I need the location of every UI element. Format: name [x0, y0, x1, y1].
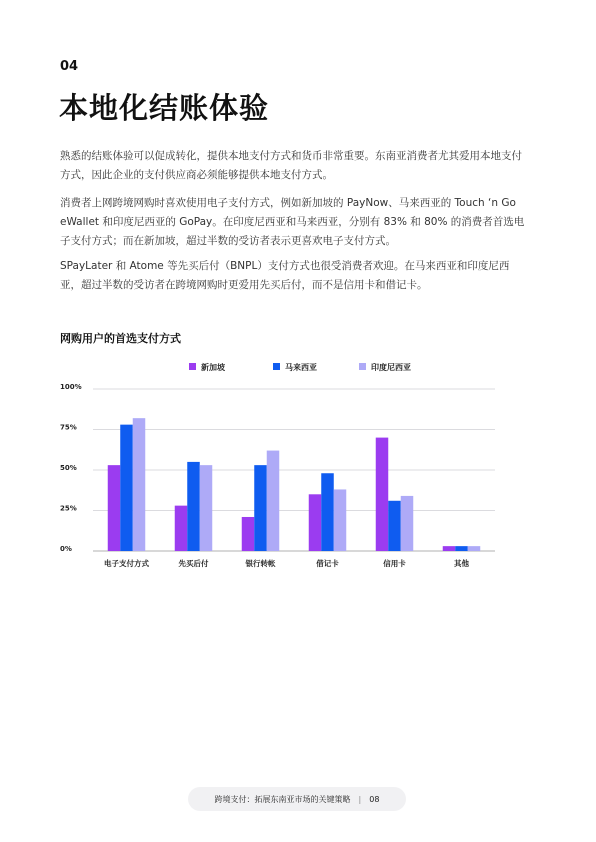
bar [133, 418, 146, 551]
chart-bars [108, 418, 481, 551]
y-tick-label: 0% [60, 545, 72, 553]
bar [401, 496, 414, 551]
bar [120, 425, 133, 551]
page-title: 本地化结账体验 [59, 91, 270, 125]
bar [175, 506, 188, 551]
bar [108, 465, 121, 551]
bar [200, 465, 213, 551]
bar [455, 546, 468, 551]
footer [188, 787, 406, 811]
bar [309, 494, 322, 551]
y-tick-label: 50% [60, 464, 77, 472]
legend-label: 印度尼西亚 [371, 363, 411, 372]
footer-text: 跨境支付：拓展东南亚市场的关键策略 [214, 794, 351, 804]
bar [468, 546, 481, 551]
x-tick-label: 其他 [454, 559, 469, 568]
y-tick-label: 100% [60, 383, 82, 391]
bar [242, 517, 255, 551]
legend-label: 新加坡 [201, 363, 225, 372]
y-tick-label: 75% [60, 423, 77, 432]
legend-label: 马来西亚 [285, 363, 317, 372]
x-tick-label: 银行转帐 [245, 559, 276, 568]
chart-title: 网购用户的首选支付方式 [60, 332, 181, 345]
y-tick-label: 25% [60, 504, 77, 513]
chart-legend [189, 362, 411, 372]
footer-separator: | [358, 794, 362, 804]
x-tick-label: 电子支付方式 [104, 559, 149, 568]
bar [334, 489, 347, 551]
legend-swatch [359, 363, 366, 370]
chart-x-labels [104, 558, 469, 568]
page-number: 08 [369, 794, 380, 804]
legend-swatch [189, 363, 196, 370]
bar [321, 473, 334, 551]
bar [254, 465, 267, 551]
x-tick-label: 借记卡 [316, 559, 339, 568]
bar [267, 451, 280, 551]
paragraph-bnpl: SPayLater 和 Atome 等先买后付（BNPL）支付方式也很受消费者欢迎。在马来西亚和印度尼西亚，超过半数的受访者在跨境网购时更爱用先买后付，而不是信用卡和借记卡。 [60, 260, 510, 291]
payment-preference-chart [55, 355, 505, 575]
paragraph-epayments: 消费者上网跨境网购时喜欢使用电子支付方式，例如新加坡的 PayNow、马来西亚的 Touch ‘n Go eWallet 和印度尼西亚的 GoPay。在印度尼西亚和马来西亚，分别有 83% 和 80% 的消费者首选电子支付方式；而在新加坡，超过半数的受访者表示更喜欢电子支付方式。 [60, 197, 525, 247]
bar [443, 546, 456, 551]
bar [388, 501, 401, 551]
paragraph-intro: 熟悉的结账体验可以促成转化，提供本地支付方式和货币非常重要。东南亚消费者尤其爱用本地支付方式，因此企业的支付供应商必须能够提供本地支付方式。 [60, 150, 522, 181]
legend-swatch [273, 363, 280, 370]
x-tick-label: 信用卡 [383, 559, 406, 568]
bar [376, 438, 389, 551]
section-number: 04 [60, 59, 79, 74]
bar [187, 462, 200, 551]
x-tick-label: 先买后付 [178, 559, 209, 568]
